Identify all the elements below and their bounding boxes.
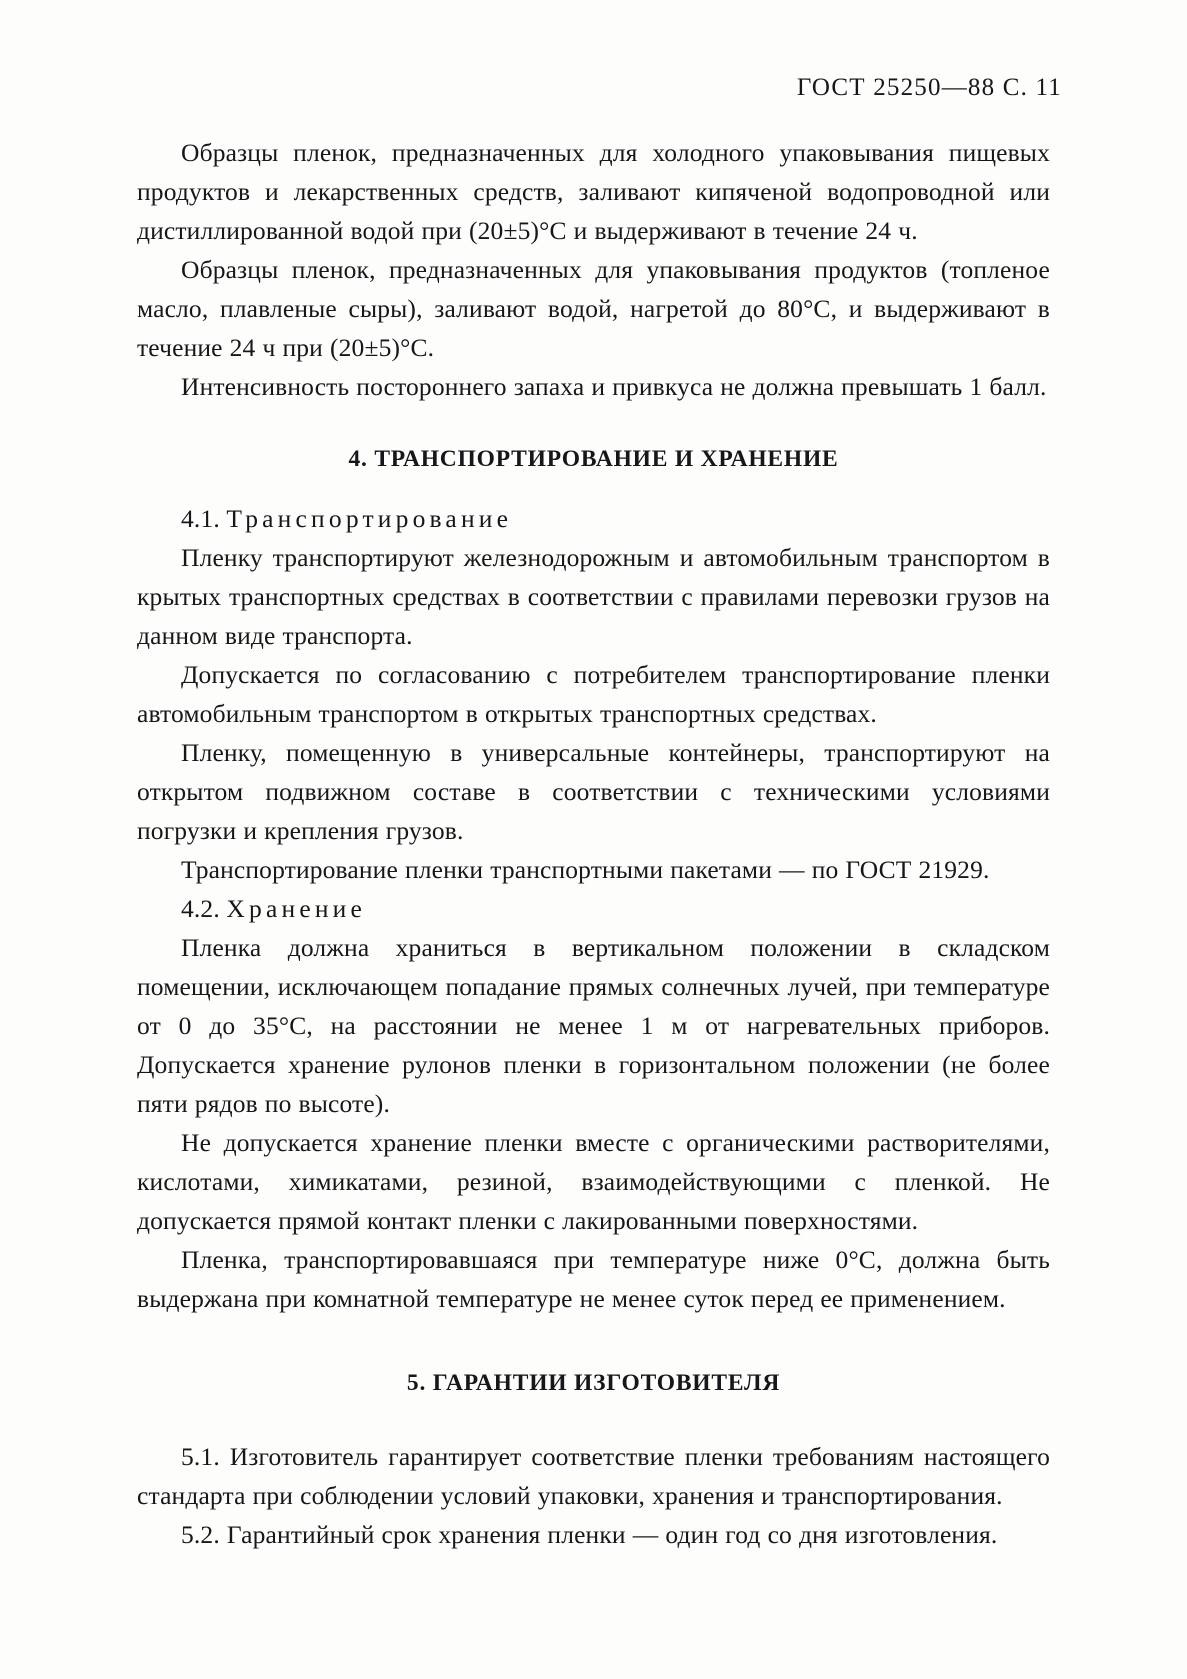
- spacer: [137, 473, 1050, 499]
- paragraph: Интенсивность постороннего запаха и привкуса не должна превышать 1 балл.: [181, 372, 1047, 401]
- paragraph: Пленку, помещенную в универсальные контейнеры, транспортируют на открытом подвижном составе в соответствии с техническими условиями погрузки и крепления грузов.: [137, 738, 1050, 845]
- section-heading-5: 5. ГАРАНТИИ ИЗГОТОВИТЕЛЯ: [406, 1370, 781, 1396]
- subsection-number: 4.1.: [181, 504, 220, 533]
- paragraph: 5.2. Гарантийный срок хранения пленки — один год со дня изготовления.: [181, 1520, 998, 1549]
- subsection-label: Хранение: [226, 894, 367, 923]
- section-heading-4: 4. ТРАНСПОРТИРОВАНИЕ И ХРАНЕНИЕ: [348, 446, 839, 472]
- paragraph: Допускается по согласованию с потребителем транспортирование пленки автомобильным транспортом в открытых транспортных средствах.: [137, 660, 1050, 728]
- spacer: [137, 1318, 1050, 1370]
- paragraph: Не допускается хранение пленки вместе с органическими растворителями, кислотами, химикатами, резиной, взаимодействующими с пленкой. Не допускается прямой контакт пленки с лакированными поверхностями.: [137, 1128, 1050, 1235]
- paragraph: Пленка, транспортировавшаяся при температуре ниже 0°С, должна быть выдержана при комнатной температуре не менее суток перед ее применением.: [137, 1245, 1050, 1313]
- subsection-title-4-2: [137, 889, 1050, 928]
- paragraph: Транспортирование пленки транспортными пакетами — по ГОСТ 21929.: [181, 855, 990, 884]
- spacer: [137, 406, 1050, 446]
- paragraph: Пленку транспортируют железнодорожным и автомобильным транспортом в крытых транспортных средствах в соответствии с правилами перевозки грузов на данном виде транспорта.: [137, 543, 1050, 650]
- paragraph: 5.1. Изготовитель гарантирует соответствие пленки требованиям настоящего стандарта при соблюдении условий упаковки, хранения и транспортирования.: [137, 1442, 1050, 1510]
- document-body: [137, 133, 1050, 1554]
- spacer: [137, 1397, 1050, 1437]
- paragraph: Образцы пленок, предназначенных для холодного упаковывания пищевых продуктов и лекарственных средств, заливают кипяченой водопроводной или дистиллированной водой при (20±5)°С и выдерживают в течение 24 ч.: [137, 138, 1050, 245]
- subsection-number: 4.2.: [181, 894, 220, 923]
- paragraph: Пленка должна храниться в вертикальном положении в складском помещении, исключающем попадание прямых солнечных лучей, при температуре от 0 до 35°С, на расстоянии не менее 1 м от нагревательных приборов. Допускается хранение рулонов пленки в горизонтальном положении (не более пяти рядов по высоте).: [137, 933, 1050, 1118]
- paragraph: Образцы пленок, предназначенных для упаковывания продуктов (топленое масло, плавленые сыры), заливают водой, нагретой до 80°С, и выдерживают в течение 24 ч при (20±5)°С.: [137, 255, 1050, 362]
- subsection-label: Транспортирование: [226, 504, 513, 533]
- subsection-title-4-1: [137, 499, 1050, 538]
- page-header: ГОСТ 25250—88 С. 11: [796, 74, 1062, 101]
